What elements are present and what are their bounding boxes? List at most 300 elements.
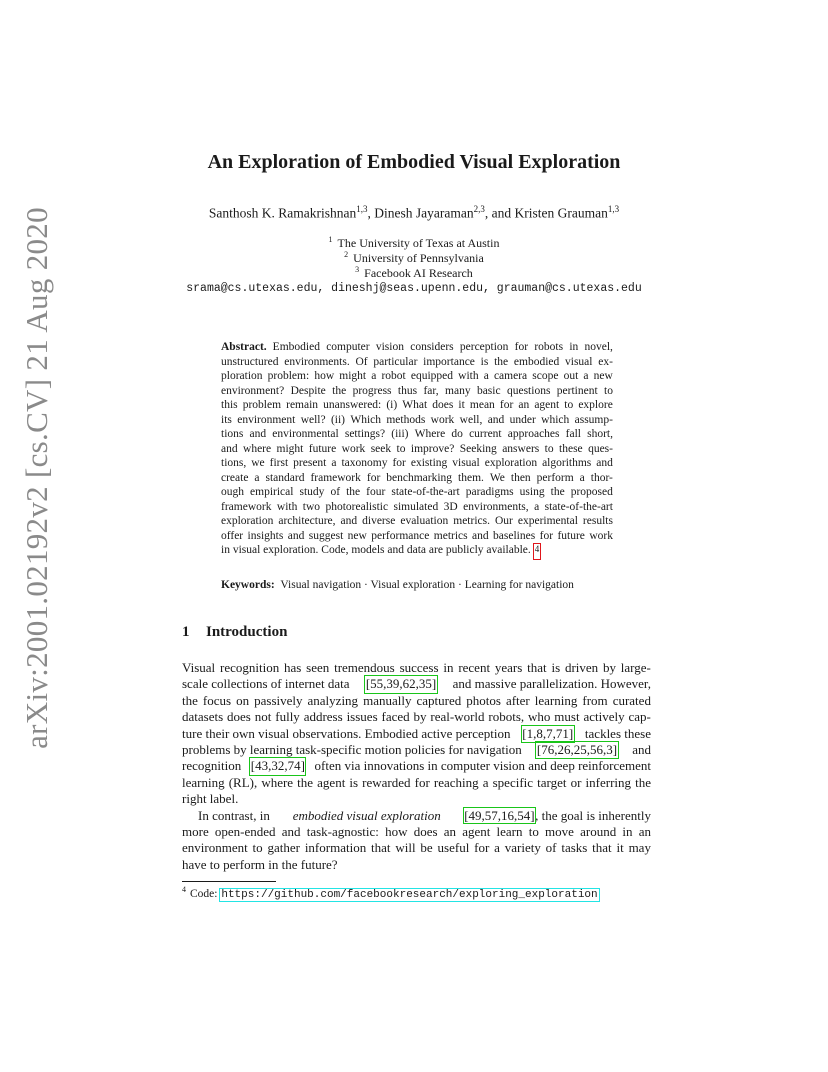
word: 3D bbox=[443, 500, 458, 513]
word: with bbox=[276, 500, 298, 513]
word: we bbox=[251, 457, 265, 469]
abstract-line bbox=[221, 515, 613, 530]
word: future bbox=[308, 442, 337, 455]
abstract-line bbox=[221, 544, 613, 559]
affiliation-number: 2 bbox=[344, 250, 349, 259]
word: to bbox=[604, 384, 613, 397]
word: the bbox=[550, 486, 565, 498]
word: Which bbox=[350, 413, 381, 426]
word: framework bbox=[221, 500, 272, 513]
word: many bbox=[445, 384, 471, 397]
text-segment: recognition bbox=[182, 758, 242, 774]
word: large- bbox=[620, 660, 651, 675]
word: offer bbox=[221, 529, 244, 542]
word: importance bbox=[423, 355, 475, 368]
word: after bbox=[505, 692, 530, 708]
word: tions bbox=[221, 428, 244, 440]
author-affiliation: 1,3 bbox=[356, 204, 368, 214]
word: baselines bbox=[493, 529, 536, 542]
code-url-link[interactable]: https://github.com/facebookresearch/exploring_exploration bbox=[221, 888, 598, 901]
citation-link[interactable]: [1,8,7,71] bbox=[522, 725, 574, 741]
word: environments, bbox=[463, 500, 529, 513]
word: Where bbox=[414, 428, 446, 440]
word: visual bbox=[565, 355, 593, 368]
citation-group bbox=[464, 808, 651, 824]
word: simulated bbox=[393, 500, 439, 513]
word: particular bbox=[373, 355, 418, 368]
word: address bbox=[303, 709, 343, 725]
text-line bbox=[182, 693, 651, 709]
text-line bbox=[182, 840, 651, 856]
word: seen bbox=[306, 660, 330, 675]
word: work bbox=[589, 529, 613, 542]
word: unanswered: bbox=[323, 399, 382, 411]
word: environment bbox=[182, 840, 248, 856]
paper-title: An Exploration of Embodied Visual Exploration bbox=[207, 151, 621, 173]
word: for bbox=[499, 399, 514, 411]
word: from bbox=[582, 692, 608, 708]
word: architecture, bbox=[278, 515, 336, 527]
word: a bbox=[254, 471, 260, 484]
abstract-line bbox=[221, 385, 613, 400]
word: focus bbox=[202, 692, 232, 708]
word: a bbox=[482, 774, 489, 790]
word: answers bbox=[502, 442, 540, 455]
footnote-label: Code: bbox=[190, 887, 218, 900]
word: learning bbox=[534, 692, 578, 708]
word: then bbox=[510, 471, 531, 484]
word: a bbox=[483, 370, 489, 382]
abstract-line bbox=[221, 457, 613, 472]
footnote-rule bbox=[182, 881, 276, 882]
abstract-line bbox=[221, 370, 613, 385]
word: state-of-the-art bbox=[544, 500, 613, 513]
footnote-number: 4 bbox=[182, 885, 186, 894]
word: assump- bbox=[574, 413, 613, 426]
word: embodied bbox=[513, 355, 560, 368]
arxiv-stamp-text: arXiv:2001.02192v2 [cs.CV] 21 Aug 2020 bbox=[19, 207, 54, 749]
word: inferring bbox=[585, 774, 632, 790]
word: of bbox=[330, 486, 341, 498]
word: does bbox=[413, 823, 438, 839]
footnote bbox=[182, 885, 599, 901]
text-line bbox=[182, 758, 651, 774]
word: photos bbox=[466, 692, 501, 708]
word: perform bbox=[536, 471, 574, 484]
word: explore bbox=[578, 399, 613, 411]
citation-link[interactable]: [76,26,25,56,3] bbox=[536, 741, 618, 757]
author-name: Dinesh Jayaraman bbox=[374, 205, 474, 221]
emphasis-text: embodied visual exploration bbox=[292, 807, 441, 823]
word: the bbox=[346, 486, 361, 498]
word: agent bbox=[317, 774, 346, 790]
abstract-line bbox=[221, 414, 613, 429]
word: and bbox=[249, 428, 267, 440]
word: considers bbox=[410, 341, 454, 353]
text-segment: scale collections of internet data bbox=[182, 676, 350, 692]
word: by bbox=[413, 709, 427, 725]
word: fall bbox=[565, 428, 581, 440]
word: pertinent bbox=[556, 384, 598, 397]
word: new bbox=[593, 370, 613, 382]
word: rewarded bbox=[362, 774, 411, 790]
word: for bbox=[392, 457, 406, 469]
word: a bbox=[579, 471, 585, 484]
word: settings? bbox=[344, 428, 386, 440]
word: an bbox=[638, 823, 651, 839]
word: What bbox=[402, 399, 428, 411]
intro-text bbox=[182, 660, 651, 873]
author-separator: , and bbox=[484, 205, 515, 221]
word: ough bbox=[221, 486, 244, 498]
affiliation-name: The University of Texas at Austin bbox=[337, 236, 500, 250]
word: scope bbox=[532, 370, 559, 382]
word: might bbox=[339, 370, 367, 382]
word: performance bbox=[371, 529, 430, 542]
word: task-agnostic: bbox=[306, 823, 379, 839]
abstract-text: in visual exploration. Code, models and data are publicly available. bbox=[221, 544, 531, 556]
word: problem: bbox=[267, 370, 310, 382]
word: metrics bbox=[433, 529, 468, 542]
word: existing bbox=[410, 457, 448, 469]
word: to bbox=[544, 442, 554, 455]
word: them. bbox=[458, 471, 484, 484]
word: work bbox=[430, 413, 455, 426]
word: captured bbox=[416, 692, 462, 708]
text-line bbox=[182, 824, 651, 840]
affiliation-name: Facebook AI Research bbox=[364, 266, 473, 280]
word: success bbox=[399, 660, 439, 675]
author-list bbox=[0, 204, 828, 222]
word: in bbox=[622, 823, 633, 839]
word: to bbox=[564, 399, 574, 411]
text-segment: often via innovations in computer vision and deep reinforcement bbox=[314, 758, 651, 774]
author-name: Kristen Grauman bbox=[514, 205, 608, 221]
text-line bbox=[182, 726, 651, 742]
word: and bbox=[281, 823, 301, 839]
abstract-line bbox=[221, 486, 613, 501]
word: (i) bbox=[386, 399, 398, 411]
text-line bbox=[182, 709, 651, 725]
word: of bbox=[545, 840, 557, 856]
text-segment: have to perform in the future? bbox=[182, 856, 338, 872]
word: agent bbox=[534, 399, 560, 411]
word: visual bbox=[452, 457, 480, 469]
section-number: 1 bbox=[182, 624, 190, 640]
word: recognition bbox=[219, 660, 280, 675]
word: not bbox=[254, 709, 272, 725]
abstract-line bbox=[221, 530, 613, 545]
abstract-line bbox=[221, 341, 613, 356]
word: current bbox=[469, 428, 502, 440]
word: camera bbox=[493, 370, 528, 382]
word: and bbox=[472, 529, 489, 542]
text-line bbox=[182, 775, 651, 791]
word: remain bbox=[286, 399, 319, 411]
word: Seeking bbox=[459, 442, 497, 455]
text-segment: In contrast, in bbox=[198, 807, 270, 823]
word: seek bbox=[370, 442, 392, 455]
word: reaching bbox=[433, 774, 479, 790]
affiliation-name: University of Pennsylvania bbox=[353, 251, 484, 265]
author-separator: , bbox=[367, 205, 375, 221]
word: is bbox=[349, 774, 359, 790]
author-affiliation: 2,3 bbox=[473, 204, 485, 214]
word: recent bbox=[458, 660, 491, 675]
word: who bbox=[528, 709, 551, 725]
word: is bbox=[480, 355, 489, 368]
word: does bbox=[227, 709, 251, 725]
abstract-line bbox=[221, 356, 613, 371]
word: questions bbox=[506, 384, 551, 397]
word: for bbox=[514, 341, 529, 353]
word: is bbox=[551, 660, 561, 675]
word: the bbox=[635, 774, 651, 790]
word: might bbox=[276, 442, 304, 455]
word: thor- bbox=[590, 471, 613, 484]
word: for bbox=[539, 529, 554, 542]
word: by bbox=[602, 660, 616, 675]
word: to bbox=[396, 442, 406, 455]
word: computer bbox=[326, 341, 370, 353]
word: short, bbox=[587, 428, 613, 440]
word: exploration bbox=[484, 457, 538, 469]
word: cap- bbox=[628, 709, 651, 725]
affiliation-number: 3 bbox=[355, 265, 360, 274]
word: exploration bbox=[221, 515, 274, 527]
word: environment bbox=[237, 413, 296, 426]
word: study bbox=[299, 486, 325, 498]
author-emails: srama@cs.utexas.edu, dineshj@seas.upenn.edu, grauman@cs.utexas.edu bbox=[186, 282, 642, 295]
word: that bbox=[527, 660, 547, 675]
keywords bbox=[221, 579, 574, 591]
word: curated bbox=[612, 692, 651, 708]
abstract-line bbox=[221, 501, 613, 516]
word: approaches bbox=[507, 428, 560, 440]
word: Embodied bbox=[272, 341, 320, 353]
word: framework bbox=[310, 471, 361, 484]
text-segment: problems by learning task-specific motion policies for navigation bbox=[182, 741, 522, 757]
word: work bbox=[341, 442, 366, 455]
citation-link[interactable]: [55,39,62,35] bbox=[365, 676, 437, 692]
word: experimental bbox=[517, 515, 578, 527]
word: for bbox=[474, 840, 490, 856]
word: ex- bbox=[598, 355, 613, 368]
word: does bbox=[432, 399, 454, 411]
section-title: Introduction bbox=[206, 624, 288, 640]
word: Visual bbox=[182, 660, 216, 675]
word: analyzing bbox=[307, 692, 359, 708]
word: create bbox=[221, 471, 249, 484]
text-segment: ture their own visual observations. Embodied active perception bbox=[182, 725, 511, 741]
word: future bbox=[557, 529, 585, 542]
abstract bbox=[221, 341, 613, 559]
word: a bbox=[371, 370, 377, 382]
word: the bbox=[332, 384, 347, 397]
word: well, bbox=[459, 413, 483, 426]
abstract-text bbox=[273, 341, 613, 356]
word: a bbox=[494, 840, 500, 856]
word: learning bbox=[182, 774, 225, 790]
word: must bbox=[554, 709, 580, 725]
word: paradigms bbox=[465, 486, 514, 498]
word: an bbox=[518, 399, 530, 411]
word: Of bbox=[355, 355, 368, 368]
word: specific bbox=[492, 774, 534, 790]
word: with bbox=[458, 370, 479, 382]
word: ques- bbox=[588, 442, 613, 455]
word: learn bbox=[496, 823, 523, 839]
word: information bbox=[304, 840, 367, 856]
word: environmental bbox=[272, 428, 339, 440]
text-segment: and bbox=[632, 741, 651, 757]
abstract-line bbox=[221, 399, 613, 414]
word: where bbox=[261, 774, 294, 790]
section-heading bbox=[182, 624, 287, 641]
word: out bbox=[563, 370, 579, 382]
word: basic bbox=[476, 384, 501, 397]
word: which bbox=[541, 413, 570, 426]
text-line bbox=[182, 742, 651, 758]
word: well? bbox=[300, 413, 326, 426]
keywords-text: Visual navigation · Visual exploration · Learning for navigation bbox=[280, 579, 574, 591]
word: move bbox=[545, 823, 574, 839]
text-segment: , the goal is inherently bbox=[535, 807, 651, 823]
word: insights bbox=[247, 529, 284, 542]
word: problem bbox=[242, 399, 282, 411]
citation-link[interactable]: [49,57,16,54] bbox=[464, 807, 535, 823]
word: variety bbox=[504, 840, 541, 856]
citation-link[interactable]: [43,32,74] bbox=[250, 758, 305, 774]
word: on bbox=[236, 692, 250, 708]
affiliation bbox=[0, 250, 828, 266]
word: robots, bbox=[488, 709, 525, 725]
word: perception bbox=[459, 341, 509, 353]
word: We bbox=[489, 471, 505, 484]
word: empirical bbox=[250, 486, 294, 498]
word: metrics. bbox=[453, 515, 490, 527]
word: photorealistic bbox=[325, 500, 389, 513]
word: (RL), bbox=[228, 774, 258, 790]
word: equipped bbox=[410, 370, 454, 382]
word: that bbox=[371, 840, 391, 856]
word: Our bbox=[494, 515, 513, 527]
word: faced bbox=[381, 709, 410, 725]
word: environments. bbox=[284, 355, 350, 368]
abstract-line bbox=[221, 472, 613, 487]
word: be bbox=[420, 840, 433, 856]
word: may bbox=[628, 840, 651, 856]
word: for bbox=[414, 774, 430, 790]
word: the bbox=[494, 355, 509, 368]
text-segment: and massive parallelization. However, bbox=[452, 676, 651, 692]
word: the bbox=[182, 692, 198, 708]
word: four bbox=[366, 486, 386, 498]
word: gather bbox=[267, 840, 300, 856]
word: proposed bbox=[570, 486, 613, 498]
text-line bbox=[182, 808, 651, 824]
word: manually bbox=[363, 692, 412, 708]
word: using bbox=[519, 486, 545, 498]
word: first bbox=[269, 457, 289, 469]
word: passively bbox=[254, 692, 303, 708]
word: agent bbox=[462, 823, 491, 839]
word: Despite bbox=[290, 384, 326, 397]
word: far, bbox=[423, 384, 439, 397]
word: state-of-the-art bbox=[391, 486, 460, 498]
word: thus bbox=[397, 384, 418, 397]
word: tions, bbox=[221, 457, 247, 469]
word: unstructured bbox=[221, 355, 279, 368]
word: environment? bbox=[221, 384, 285, 397]
word: robot bbox=[381, 370, 406, 382]
word: methods bbox=[386, 413, 426, 426]
word: tremendous bbox=[334, 660, 395, 675]
text-segment: tackles these bbox=[584, 725, 651, 741]
word: datasets bbox=[182, 709, 224, 725]
word: open-ended bbox=[214, 823, 276, 839]
word: a bbox=[534, 500, 540, 513]
word: improve? bbox=[410, 442, 455, 455]
word: algorithms bbox=[542, 457, 592, 469]
word: diverse bbox=[362, 515, 396, 527]
word: two bbox=[302, 500, 321, 513]
word: more bbox=[182, 823, 209, 839]
word: driven bbox=[564, 660, 599, 675]
word: progress bbox=[352, 384, 392, 397]
word: (ii) bbox=[330, 413, 345, 426]
text-line bbox=[182, 857, 651, 873]
word: and bbox=[487, 413, 505, 426]
word: ploration bbox=[221, 370, 263, 382]
word: issues bbox=[346, 709, 378, 725]
word: present bbox=[293, 457, 327, 469]
word: fully bbox=[275, 709, 300, 725]
word: its bbox=[221, 413, 232, 426]
word: and bbox=[596, 457, 613, 469]
word: benchmarking bbox=[386, 471, 453, 484]
word: vision bbox=[375, 341, 404, 353]
abstract-label: Abstract. bbox=[221, 341, 267, 353]
abstract-line bbox=[221, 443, 613, 458]
word: under bbox=[509, 413, 536, 426]
text-line bbox=[182, 660, 651, 676]
word: the bbox=[297, 774, 314, 790]
word: for bbox=[366, 471, 381, 484]
footnote-link[interactable]: 4 bbox=[534, 544, 541, 559]
word: how bbox=[314, 370, 335, 382]
word: do bbox=[451, 428, 463, 440]
word: how bbox=[385, 823, 408, 839]
author-affiliation: 1,3 bbox=[607, 204, 620, 214]
word: around bbox=[580, 823, 617, 839]
abstract-line bbox=[221, 428, 613, 443]
word: new bbox=[347, 529, 367, 542]
word: in bbox=[443, 660, 454, 675]
word: suggest bbox=[308, 529, 344, 542]
word: an bbox=[443, 823, 456, 839]
word: a bbox=[331, 457, 337, 469]
word: robots bbox=[534, 341, 564, 353]
word: useful bbox=[437, 840, 470, 856]
word: (iii) bbox=[391, 428, 409, 440]
word: evaluation bbox=[400, 515, 449, 527]
word: to bbox=[528, 823, 539, 839]
word: actively bbox=[583, 709, 625, 725]
word: in bbox=[569, 341, 579, 353]
word: where bbox=[243, 442, 272, 455]
author-name: Santhosh K. Ramakrishnan bbox=[208, 205, 357, 221]
